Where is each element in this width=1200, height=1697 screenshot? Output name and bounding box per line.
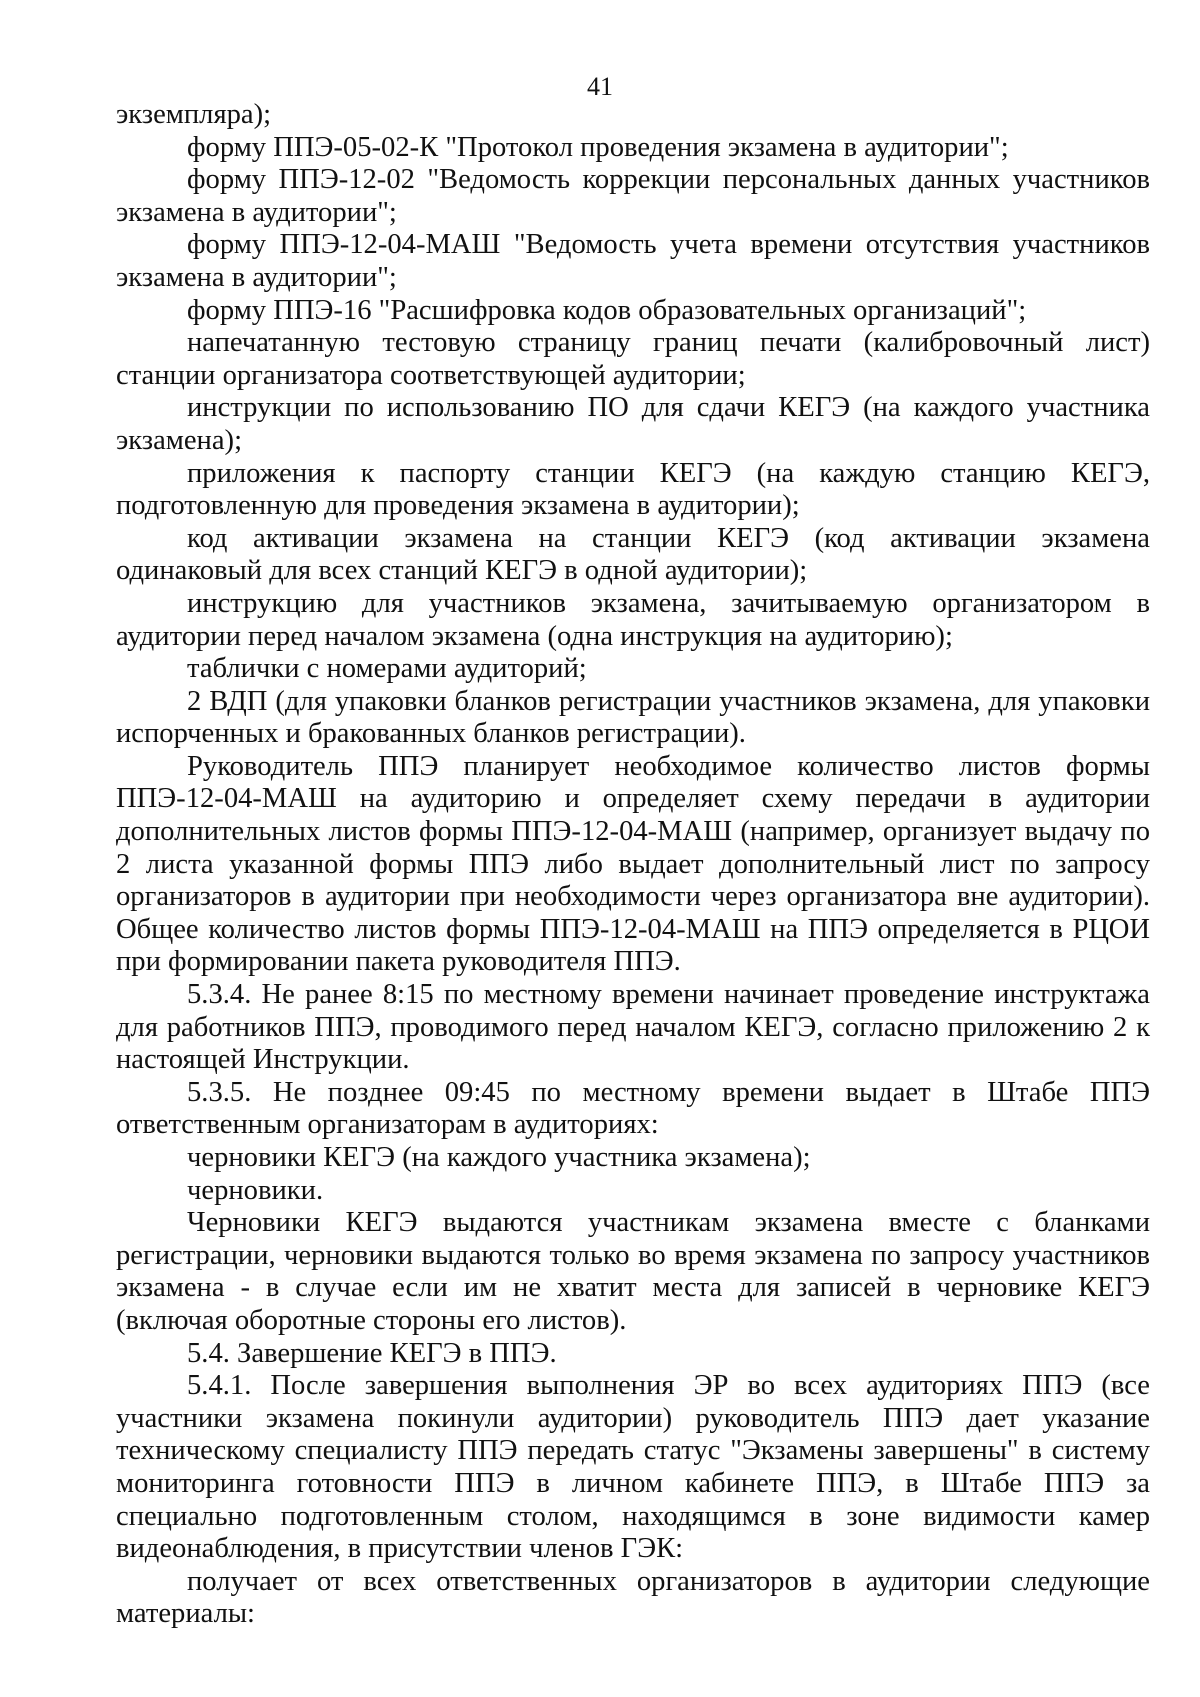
paragraph: таблички с номерами аудиторий; xyxy=(187,653,587,685)
paragraph: 5.4. Завершение КЕГЭ в ППЭ. xyxy=(187,1337,557,1369)
paragraph: 5.4.1. После завершения выполнения ЭР во всех аудиториях ППЭ (все участники экзамена покинули аудитории) руководитель ППЭ дает указание техническому специалисту ППЭ передать статус "Экзамены завершены" в систему мониторинга готовности ППЭ в личном кабинете ППЭ, в Штабе ППЭ за специально подготовленным столом, находящимся в зоне видимости камер видеонаблюдения, в присутствии членов ГЭК: xyxy=(116,1370,1150,1565)
paragraph: 5.3.4. Не ранее 8:15 по местному времени начинает проведение инструктажа для работников ППЭ, проводимого перед началом КЕГЭ, согласно приложению 2 к настоящей Инструкции. xyxy=(116,979,1150,1076)
paragraph: форму ППЭ-12-04-МАШ "Ведомость учета времени отсутствия участников экзамена в аудитории"; xyxy=(116,229,1150,293)
paragraph: 2 ВДП (для упаковки бланков регистрации участников экзамена, для упаковки испорченных и бракованных бланков регистрации). xyxy=(116,685,1150,750)
paragraph: приложения к паспорту станции КЕГЭ (на каждую станцию КЕГЭ, подготовленную для проведения экзамена в аудитории); xyxy=(116,457,1150,522)
paragraph: код активации экзамена на станции КЕГЭ (код активации экзамена одинаковый для всех станций КЕГЭ в одной аудитории); xyxy=(116,522,1150,587)
paragraph: форму ППЭ-12-02 "Ведомость коррекции персональных данных участников экзамена в аудитории"; xyxy=(116,164,1150,228)
paragraph: получает от всех ответственных организаторов в аудитории следующие материалы: xyxy=(116,1565,1150,1630)
paragraph: инструкцию для участников экзамена, зачитываемую организатором в аудитории перед началом экзамена (одна инструкция на аудиторию); xyxy=(116,587,1150,652)
paragraph: черновики. xyxy=(187,1174,324,1206)
paragraph: 5.3.5. Не позднее 09:45 по местному времени выдает в Штабе ППЭ ответственным организаторам в аудиториях: xyxy=(116,1076,1150,1141)
body-text xyxy=(116,99,1150,1631)
paragraph: форму ППЭ-05-02-К "Протокол проведения экзамена в аудитории"; xyxy=(187,131,1009,163)
paragraph: инструкции по использованию ПО для сдачи КЕГЭ (на каждого участника экзамена); xyxy=(116,392,1150,456)
paragraph: экземпляра); xyxy=(116,99,272,130)
paragraph: напечатанную тестовую страницу границ печати (калибровочный лист) станции организатора соответствующей аудитории; xyxy=(116,327,1150,391)
page-number: 41 xyxy=(587,72,613,101)
paragraph: форму ППЭ-16 "Расшифровка кодов образовательных организаций"; xyxy=(187,294,1027,326)
paragraph: Черновики КЕГЭ выдаются участникам экзамена вместе с бланками регистрации, черновики выдаются только во время экзамена по запросу участников экзамена - в случае если им не хватит места для записей в черновике КЕГЭ (включая оборотные стороны его листов). xyxy=(116,1207,1150,1336)
paragraph: Руководитель ППЭ планирует необходимое количество листов формы ППЭ-12-04-МАШ на аудиторию и определяет схему передачи в аудитории дополнительных листов формы ППЭ-12-04-МАШ (например, организует выдачу по 2 листа указанной формы ППЭ либо выдает дополнительный лист по запросу организаторов в аудитории при необходимости через организатора вне аудитории). Общее количество листов формы ППЭ-12-04-МАШ на ППЭ определяется в РЦОИ при формировании пакета руководителя ППЭ. xyxy=(116,750,1150,978)
paragraph: черновики КЕГЭ (на каждого участника экзамена); xyxy=(187,1142,811,1173)
